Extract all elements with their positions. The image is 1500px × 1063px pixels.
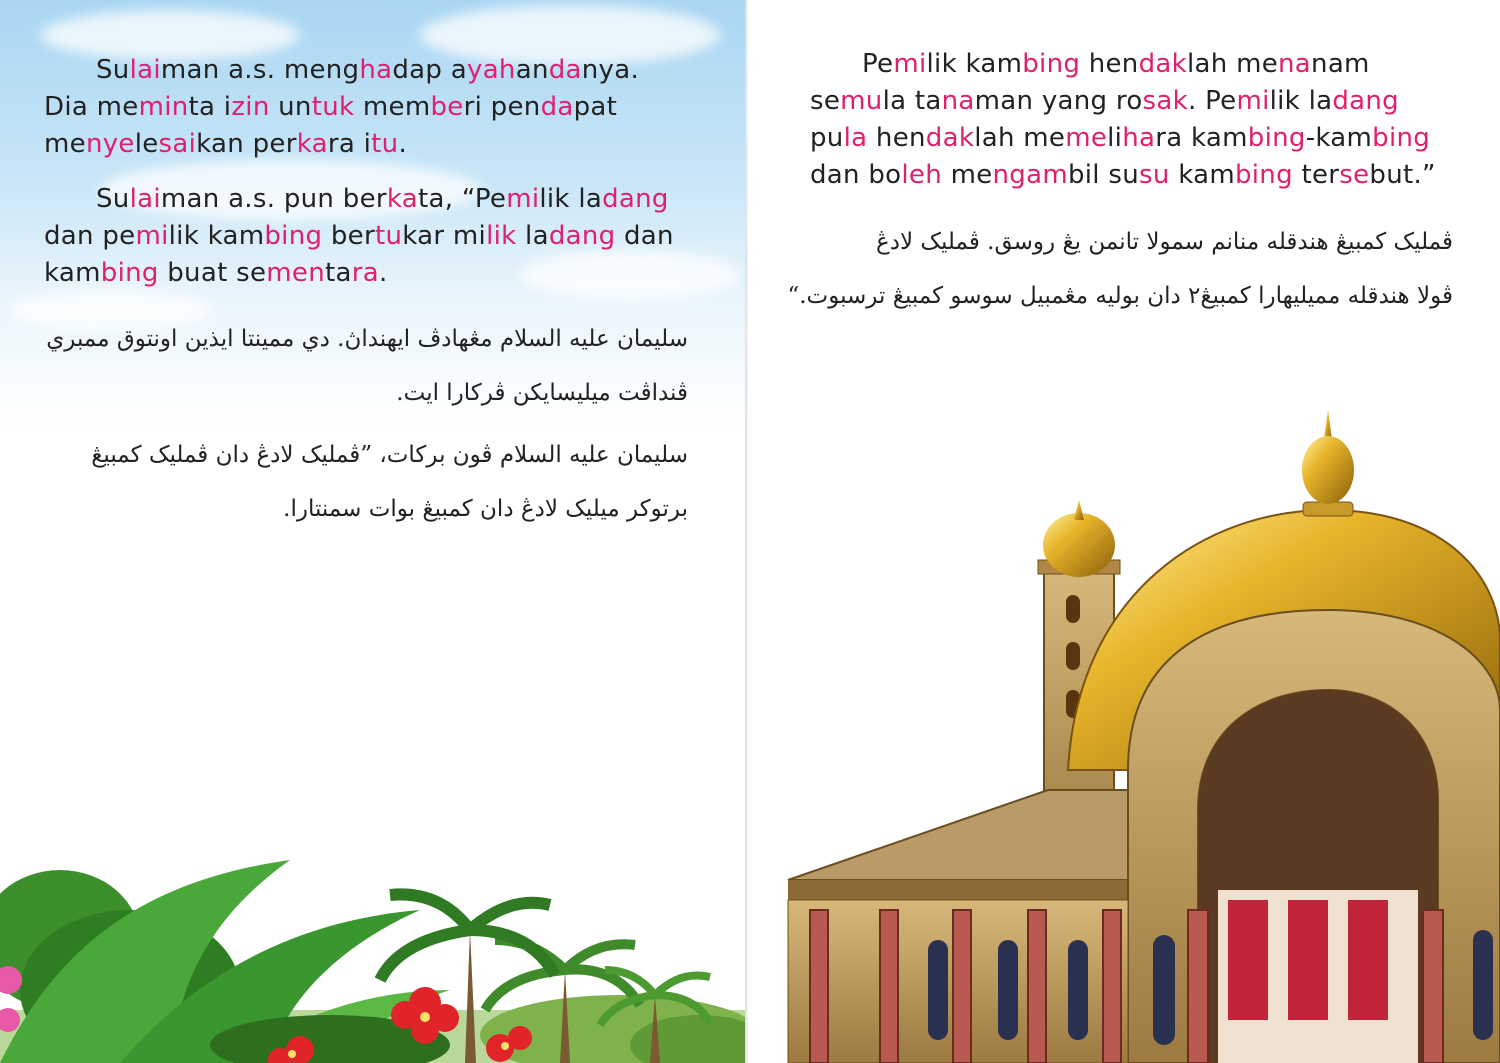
text-segment: dap a [392,55,468,85]
highlighted-syllable: dak [1138,49,1187,79]
rumi-paragraph-3 [810,46,1490,194]
highlighted-syllable: ha [1122,123,1156,153]
highlighted-syllable: lik [486,221,517,251]
right-page [748,0,1500,1063]
text-segment: lah me [974,123,1066,153]
text-segment: pat [573,92,618,122]
highlighted-syllable: na [1278,49,1312,79]
highlighted-syllable: sai [158,129,197,159]
text-segment: hen [867,123,926,153]
rumi-paragraph-1 [44,52,734,163]
rumi-line [810,46,1490,83]
rumi-line [810,157,1490,194]
highlighted-syllable: me [1065,123,1108,153]
jawi-line: ڤولا هندقله مميليهارا كمبيڠ٢ دان بوليه مڠمبيل سوسو كمبيڠ ترسبوت.“ [787,283,1453,309]
jawi-paragraph-1 [40,312,688,420]
text-segment: kam [1169,160,1235,190]
highlighted-syllable: ka [386,184,419,214]
text-segment: li [1107,123,1123,153]
text-segment: ta, “Pe [418,184,507,214]
text-segment: nya. [581,55,640,85]
garden-illustration [0,820,748,1063]
text-segment: le [134,129,159,159]
highlighted-syllable: bing [1247,123,1306,153]
palace-illustration [748,410,1500,1063]
jawi-paragraph-2 [40,428,688,536]
highlighted-syllable: da [540,92,574,122]
rumi-line [810,83,1490,120]
text-segment: ta i [188,92,232,122]
highlighted-syllable: ka [296,129,328,159]
text-segment: lah me [1187,49,1279,79]
highlighted-syllable: mi [1236,86,1270,116]
rumi-line [44,126,734,163]
highlighted-syllable: ha [359,55,393,85]
highlighted-syllable: nye [85,129,135,159]
text-segment: la [516,221,549,251]
text-segment: se [810,86,841,116]
text-segment: lik la [539,184,603,214]
jawi-line: سليمان عليه السلام ڤون بركات، ”ڤمليک لادڠ دان ڤمليک كمبيڠ [91,442,688,468]
jawi-paragraph-3 [787,215,1453,323]
highlighted-syllable: yah [467,55,516,85]
highlighted-syllable: ra [351,258,379,288]
highlighted-syllable: dang [548,221,616,251]
text-segment: but.” [1369,160,1436,190]
text-segment: kan per [196,129,297,159]
text-segment: man a.s. meng [160,55,360,85]
text-segment: ra kam [1155,123,1248,153]
text-segment: bil su [1067,160,1140,190]
text-segment: an [515,55,549,85]
rumi-line [810,120,1490,157]
text-segment: Su [96,55,130,85]
text-segment: kar mi [402,221,487,251]
highlighted-syllable: bing [1372,123,1431,153]
highlighted-syllable: se [1339,160,1370,190]
highlighted-syllable: men [266,258,325,288]
text-segment: Su [96,184,130,214]
highlighted-syllable: zin [231,92,270,122]
text-segment: ri pen [463,92,541,122]
highlighted-syllable: la [843,123,868,153]
highlighted-syllable: dak [925,123,975,153]
text-segment: . Pe [1187,86,1237,116]
rumi-line [44,218,734,255]
highlighted-syllable: ngam [992,160,1068,190]
text-segment: me [44,129,86,159]
text-segment: ber [322,221,375,251]
text-segment: . [378,258,388,288]
highlighted-syllable: bing [1234,160,1293,190]
text-segment: dan pe [44,221,136,251]
highlighted-syllable: lai [129,184,161,214]
highlighted-syllable: tu [371,129,399,159]
text-segment: la ta [882,86,942,116]
rumi-line [44,181,734,218]
rumi-paragraph-2 [44,181,734,292]
text-segment: ra i [327,129,372,159]
highlighted-syllable: dang [1332,86,1399,116]
text-segment: -kam [1305,123,1373,153]
highlighted-syllable: leh [901,160,943,190]
text-segment: mem [354,92,431,122]
text-segment: man yang ro [974,86,1143,116]
text-segment: lik kam [926,49,1023,79]
text-segment: dan [615,221,674,251]
text-segment: buat se [158,258,267,288]
highlighted-syllable: mi [893,49,927,79]
text-segment: kam [44,258,101,288]
highlighted-syllable: bing [100,258,159,288]
highlighted-syllable: tu [374,221,403,251]
highlighted-syllable: sak [1142,86,1188,116]
highlighted-syllable: bing [1022,49,1081,79]
jawi-line: برتوكر ميليک لادڠ دان كمبيڠ بوات سمنتارا. [283,496,688,522]
highlighted-syllable: da [548,55,582,85]
highlighted-syllable: dang [602,184,669,214]
rumi-line [44,52,734,89]
highlighted-syllable: mi [506,184,540,214]
text-segment: Pe [862,49,894,79]
text-segment: nam [1311,49,1370,79]
highlighted-syllable: tuk [311,92,355,122]
highlighted-syllable: mi [135,221,169,251]
jawi-line: ڤنداڤت ميليسايكن ڤركارا ايت. [396,380,688,406]
text-segment: man a.s. pun ber [160,184,387,214]
highlighted-syllable: na [941,86,975,116]
text-segment: lik kam [168,221,265,251]
highlighted-syllable: mu [840,86,883,116]
highlighted-syllable: min [138,92,189,122]
text-segment: pu [810,123,844,153]
text-segment: lik la [1269,86,1333,116]
highlighted-syllable: su [1139,160,1170,190]
text-segment: ter [1292,160,1340,190]
text-segment: hen [1080,49,1139,79]
text-segment: un [269,92,312,122]
text-segment: me [942,160,993,190]
rumi-line [44,255,734,292]
highlighted-syllable: lai [129,55,161,85]
highlighted-syllable: be [430,92,464,122]
text-segment: dan bo [810,160,902,190]
left-page [0,0,748,1063]
rumi-line [44,89,734,126]
jawi-line: سليمان عليه السلام مڠهادڤ ايهنداڽ. دي ممينتا ايذين اونتوق ممبري [46,326,688,352]
text-segment: . [398,129,408,159]
text-segment: Dia me [44,92,139,122]
text-segment: ta [324,258,352,288]
highlighted-syllable: bing [264,221,323,251]
jawi-line: ڤمليک كمبيڠ هندقله منانم سمولا تانمن يڠ روسق. ڤمليک لادڠ [876,229,1453,255]
